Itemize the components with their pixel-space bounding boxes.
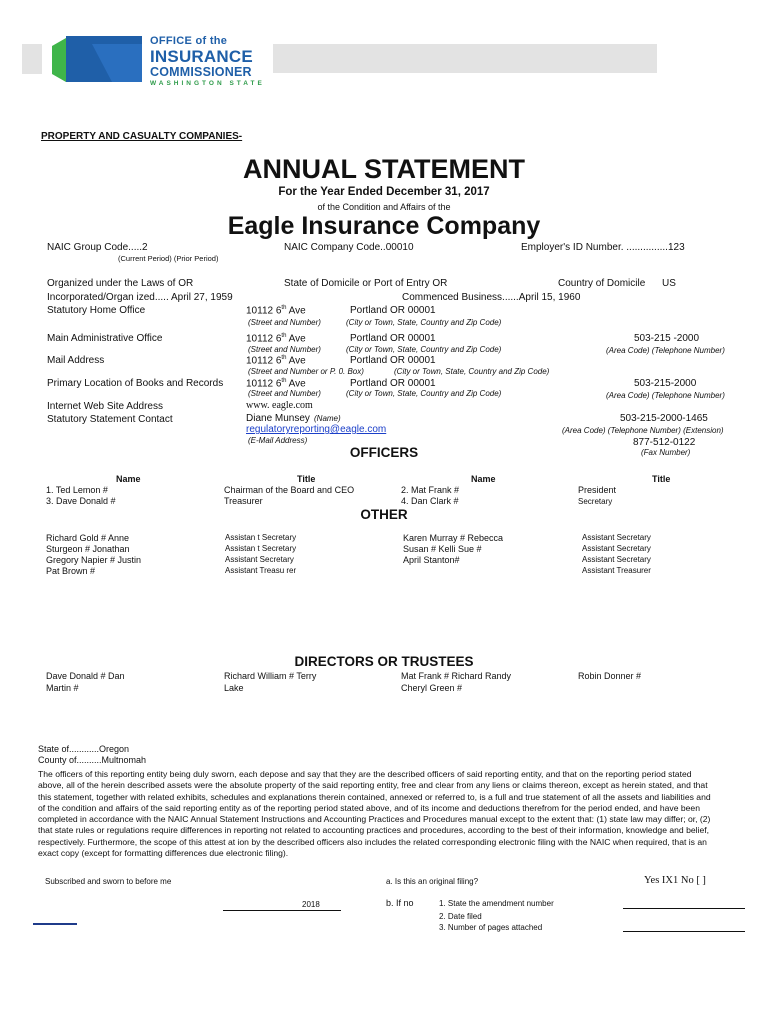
main-admin-city: Portland OR 00001 <box>350 333 436 344</box>
main-admin-street: 10112 6th Ave <box>246 333 306 345</box>
statutory-home-street: 10112 6th Ave <box>246 305 306 317</box>
logo-line-1: OFFICE of the <box>150 35 228 47</box>
website-label: Internet Web Site Address <box>47 401 163 412</box>
contact-phone: 503-215-2000-1465 <box>620 413 708 424</box>
pages-attached-field[interactable] <box>623 931 745 932</box>
books-phone: 503-215-2000 <box>634 378 697 389</box>
oic-logo-text <box>150 36 265 87</box>
header-bar-left <box>22 44 42 74</box>
mail-street: 10112 6th Ave <box>246 355 306 367</box>
director-name: Richard William # Terry <box>224 671 317 681</box>
other-name: Pat Brown # <box>46 566 96 576</box>
statutory-home-label: Statutory Home Office <box>47 305 146 316</box>
mail-street-note: (Street and Number or P. 0. Box) <box>248 367 364 376</box>
company-category: PROPERTY AND CASUALTY COMPANIES- <box>41 131 243 142</box>
website-value[interactable]: www. eagle.com <box>246 400 313 411</box>
officer-title: President <box>578 485 617 495</box>
other-title: Assistant Treasurer <box>582 566 651 575</box>
books-street-note: (Street and Number) <box>248 389 321 398</box>
contact-phone-note: (Area Code) (Telephone Number) (Extension) <box>562 426 724 435</box>
naic-company-code: NAIC Company Code..00010 <box>284 242 414 253</box>
director-name: Mat Frank # Richard Randy <box>401 671 512 681</box>
naic-group-code: NAIC Group Code.....2 <box>47 242 148 253</box>
header-bar-right <box>273 44 657 73</box>
books-city: Portland OR 00001 <box>350 378 436 389</box>
other-name: Sturgeon # Jonathan <box>46 544 130 554</box>
main-admin-phone-note: (Area Code) (Telephone Number) <box>606 346 725 355</box>
signature-mark <box>33 923 77 925</box>
subscribed-sworn: Subscribed and sworn to before me <box>45 877 172 886</box>
other-name: Susan # Kelli Sue # <box>403 544 482 554</box>
contact-email-note: (E-Mail Address) <box>248 436 308 445</box>
other-name: Richard Gold # Anne <box>46 533 130 543</box>
sworn-year: 2018 <box>302 900 320 909</box>
attest-paragraph: The officers of this reporting entity being duly sworn, each depose and say that they are the described officers of said reporting entity, and that on the reporting period stated above, all of the herein described assets were the absolute property of the said reporting entity, free and clear from any liens or claims thereon, except as herein stated, and that this statement, together with related exhibits, schedules and explanations therein contained, annexed or referred to, is a full and true statement of all the assets and liabilities and of the condition and affairs of the said reporting entity as of the reporting period stated above, and of its income and deductions therefrom for the period ended, and have been completed in accordance with the NAIC Annual Statement Instructions and Accounting Practices and Procedures manual except to the extent that: (1) state law may differ; or, (2) that state rules or regulations require differences in reporting not related to accounting practices and procedures, according to the best of their information, knowledge and belief, respectively. Furthermore, the scope of this attest at ion by the described officers also includes the related corresponding electronic filing with the NAIC when required, that is an exact copy (except for formatting differences due electronic filing). <box>38 769 711 859</box>
pages-attached-label: 3. Number of pages attached <box>439 923 543 932</box>
officer-title: Secretary <box>578 497 613 506</box>
director-name: Cheryl Green # <box>401 683 463 693</box>
mail-address-label: Mail Address <box>47 355 105 366</box>
other-title: Assistant Secretary <box>582 555 651 564</box>
directors-heading: DIRECTORS OR TRUSTEES <box>294 654 474 669</box>
other-title: Assistan t Secretary <box>225 533 297 542</box>
condition-line: of the Condition and Affairs of the <box>317 202 451 212</box>
officer-title: Treasurer <box>224 496 263 506</box>
officer-name: 3. Dave Donald # <box>46 496 116 506</box>
other-name: April Stanton# <box>403 555 460 565</box>
books-street: 10112 6th Ave <box>246 378 306 390</box>
commenced-business: Commenced Business......April 15, 1960 <box>402 292 581 303</box>
officers-heading: OFFICERS <box>349 445 419 460</box>
other-name: Karen Murray # Rebecca <box>403 533 504 543</box>
year-line: For the Year Ended December 31, 2017 <box>278 186 490 198</box>
other-title: Assistant Secretary <box>225 555 294 564</box>
director-name: Robin Donner # <box>578 671 642 681</box>
company-name: Eagle Insurance Company <box>227 212 541 240</box>
page-title: ANNUAL STATEMENT <box>243 154 525 184</box>
officers-name-header-right: Name <box>471 474 496 484</box>
officers-name-header-left: Name <box>116 474 141 484</box>
officer-name: 4. Dan Clark # <box>401 496 459 506</box>
organized-under: Organized under the Laws of OR <box>47 278 194 289</box>
attest-state: State of............Oregon <box>38 744 130 754</box>
period-note: (Current Period) (Prior Period) <box>118 254 219 263</box>
director-name: Dave Donald # Dan <box>46 671 125 681</box>
logo-line-2: INSURANCE <box>150 47 253 66</box>
books-city-note: (City or Town, State, Country and Zip Code) <box>346 389 502 398</box>
oic-logo-icon <box>52 36 148 82</box>
contact-label: Statutory Statement Contact <box>47 414 173 425</box>
officers-title-header-left: Title <box>297 474 316 484</box>
if-no-label: b. If no <box>386 898 414 908</box>
employer-id: Employer's ID Number. ...............123 <box>521 242 685 253</box>
original-filing-question: a. Is this an original filing? <box>386 877 479 886</box>
director-name: Martin # <box>46 683 79 693</box>
state-of-domicile: State of Domicile or Port of Entry OR <box>284 278 448 289</box>
other-title: Assistan t Secretary <box>225 544 297 553</box>
amendment-number-label: 1. State the amendment number <box>439 899 554 908</box>
sworn-date-line <box>223 910 341 911</box>
books-records-label: Primary Location of Books and Records <box>47 378 224 389</box>
contact-email-link[interactable]: regulatoryreporting@eagle.com <box>246 424 387 435</box>
officer-name: 2. Mat Frank # <box>401 485 460 495</box>
contact-fax-note: (Fax Number) <box>641 448 691 457</box>
officer-title: Chairman of the Board and CEO <box>224 485 355 495</box>
attest-county: County of..........Multnomah <box>38 755 147 765</box>
contact-name: Diane Munsey <box>246 413 310 424</box>
contact-fax: 877-512-0122 <box>633 437 696 448</box>
statutory-home-street-note: (Street and Number) <box>248 318 321 327</box>
books-phone-note: (Area Code) (Telephone Number) <box>606 391 725 400</box>
statutory-home-city-note: (City or Town, State, Country and Zip Code) <box>346 318 502 327</box>
incorporated: Incorporated/Organ ized..... April 27, 1959 <box>47 292 233 303</box>
mail-city-note: (City or Town, State, Country and Zip Code) <box>394 367 550 376</box>
other-title: Assistant Treasu rer <box>225 566 297 575</box>
contact-name-note: (Name) <box>314 414 341 423</box>
other-heading: OTHER <box>360 507 408 522</box>
main-admin-label: Main Administrative Office <box>47 333 163 344</box>
amendment-number-field[interactable] <box>623 908 745 909</box>
statutory-home-city: Portland OR 00001 <box>350 305 436 316</box>
other-title: Assistant Secretary <box>582 544 651 553</box>
other-title: Assistant Secretary <box>582 533 651 542</box>
officers-title-header-right: Title <box>652 474 671 484</box>
original-filing-answer[interactable]: Yes IX1 No [ ] <box>644 875 706 886</box>
other-name: Gregory Napier # Justin <box>46 555 142 565</box>
date-filed-label: 2. Date filed <box>439 912 482 921</box>
main-admin-street-note: (Street and Number) <box>248 345 321 354</box>
mail-city: Portland OR 00001 <box>350 355 436 366</box>
logo-line-4: WASHINGTON STATE <box>150 79 265 87</box>
main-admin-phone: 503-215 -2000 <box>634 333 700 344</box>
main-admin-city-note: (City or Town, State, Country and Zip Code) <box>346 345 502 354</box>
country-value: US <box>662 278 676 289</box>
director-name: Lake <box>224 683 244 693</box>
officer-name: 1. Ted Lemon # <box>46 485 108 495</box>
logo-line-3: COMMISSIONER <box>150 65 252 79</box>
country-label: Country of Domicile <box>558 278 646 289</box>
